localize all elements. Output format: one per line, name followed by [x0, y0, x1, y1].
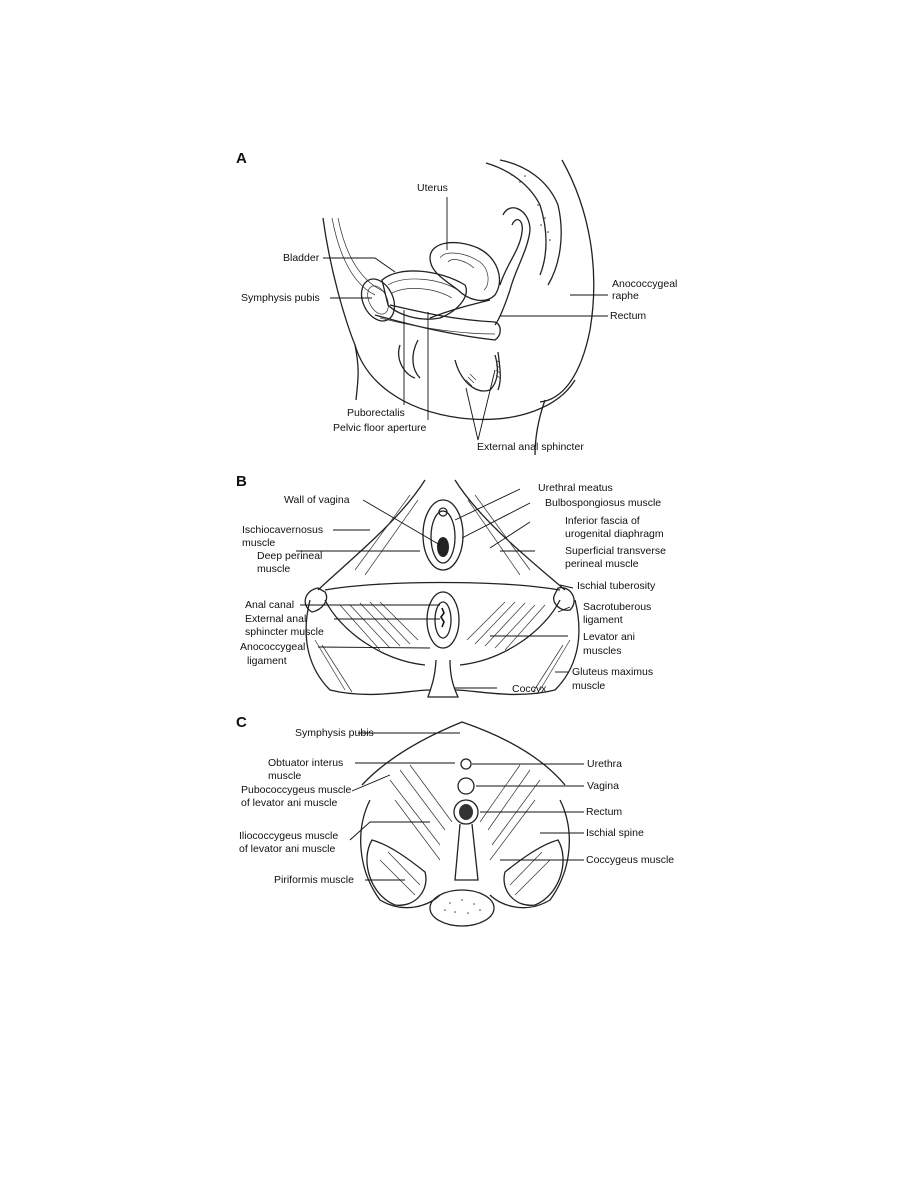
- label-anal-canal: Anal canal: [245, 599, 295, 611]
- label-rectum-a: Rectum: [610, 310, 647, 322]
- label-deep-perineal-line1: Deep perineal: [257, 550, 323, 562]
- label-superficial-transverse-line1: Superficial transverse: [565, 545, 666, 557]
- label-anococcygeal-raphe-line1: Anococcygeal: [612, 278, 678, 290]
- label-coccyx: Coccyx: [512, 683, 547, 695]
- panel-c-letter: C: [236, 714, 247, 731]
- label-inferior-fascia-line2: urogenital diaphragm: [565, 528, 664, 540]
- label-urethra: Urethra: [587, 758, 623, 770]
- label-symphysis-pubis-a: Symphysis pubis: [241, 292, 320, 304]
- panel-c-drawing: [361, 722, 570, 926]
- label-obturator-line2: muscle: [268, 770, 302, 782]
- label-pelvic-floor-aperture: Pelvic floor aperture: [333, 422, 427, 434]
- label-piriformis-muscle: Piriformis muscle: [274, 874, 354, 886]
- label-bladder: Bladder: [283, 252, 320, 264]
- label-ischial-spine: Ischial spine: [586, 827, 644, 839]
- label-external-anal-sphincter: External anal sphincter: [477, 441, 584, 453]
- label-inferior-fascia-line1: Inferior fascia of: [565, 515, 640, 527]
- label-pubococcygeus-line1: Pubococcygeus muscle: [241, 784, 352, 796]
- label-external-anal-line1: External anal: [245, 613, 307, 625]
- label-puborectalis: Puborectalis: [347, 407, 405, 419]
- label-ischiocavernosus-line2: muscle: [242, 537, 276, 549]
- label-anococcygeal-ligament-line2: ligament: [247, 655, 287, 667]
- label-anococcygeal-ligament-line1: Anococcygeal: [240, 641, 306, 653]
- label-uterus: Uterus: [417, 182, 448, 194]
- label-wall-of-vagina: Wall of vagina: [284, 494, 350, 506]
- label-gluteus-maximus-line2: muscle: [572, 680, 606, 692]
- label-rectum-c: Rectum: [586, 806, 623, 818]
- label-urethral-meatus: Urethral meatus: [538, 482, 613, 494]
- label-levator-ani-line1: Levator ani: [583, 631, 635, 643]
- label-external-anal-line2: sphincter muscle: [245, 626, 324, 638]
- label-levator-ani-line2: muscles: [583, 645, 622, 657]
- label-ischial-tuberosity: Ischial tuberosity: [577, 580, 656, 592]
- label-symphysis-pubis-c: Symphysis pubis: [295, 727, 374, 739]
- label-vagina: Vagina: [587, 780, 619, 792]
- label-iliococcygeus-line2: of levator ani muscle: [239, 843, 336, 855]
- label-ischiocavernosus-line1: Ischiocavernosus: [242, 524, 324, 536]
- label-bulbospongiosus: Bulbospongiosus muscle: [545, 497, 662, 509]
- label-gluteus-maximus-line1: Gluteus maximus: [572, 666, 654, 678]
- label-obturator-line1: Obtuator interus: [268, 757, 344, 769]
- panel-b-letter: B: [236, 473, 247, 490]
- label-sacrotuberous-line1: Sacrotuberous: [583, 601, 652, 613]
- label-iliococcygeus-line1: Iliococcygeus muscle: [239, 830, 339, 842]
- label-deep-perineal-line2: muscle: [257, 563, 291, 575]
- panel-a-letter: A: [236, 150, 247, 167]
- label-coccygeus-muscle: Coccygeus muscle: [586, 854, 675, 866]
- label-sacrotuberous-line2: ligament: [583, 614, 623, 626]
- label-pubococcygeus-line2: of levator ani muscle: [241, 797, 338, 809]
- panel-b-drawing: [305, 480, 579, 697]
- label-anococcygeal-raphe-line2: raphe: [612, 290, 639, 302]
- label-superficial-transverse-line2: perineal muscle: [565, 558, 639, 570]
- leader-lines: [296, 197, 608, 880]
